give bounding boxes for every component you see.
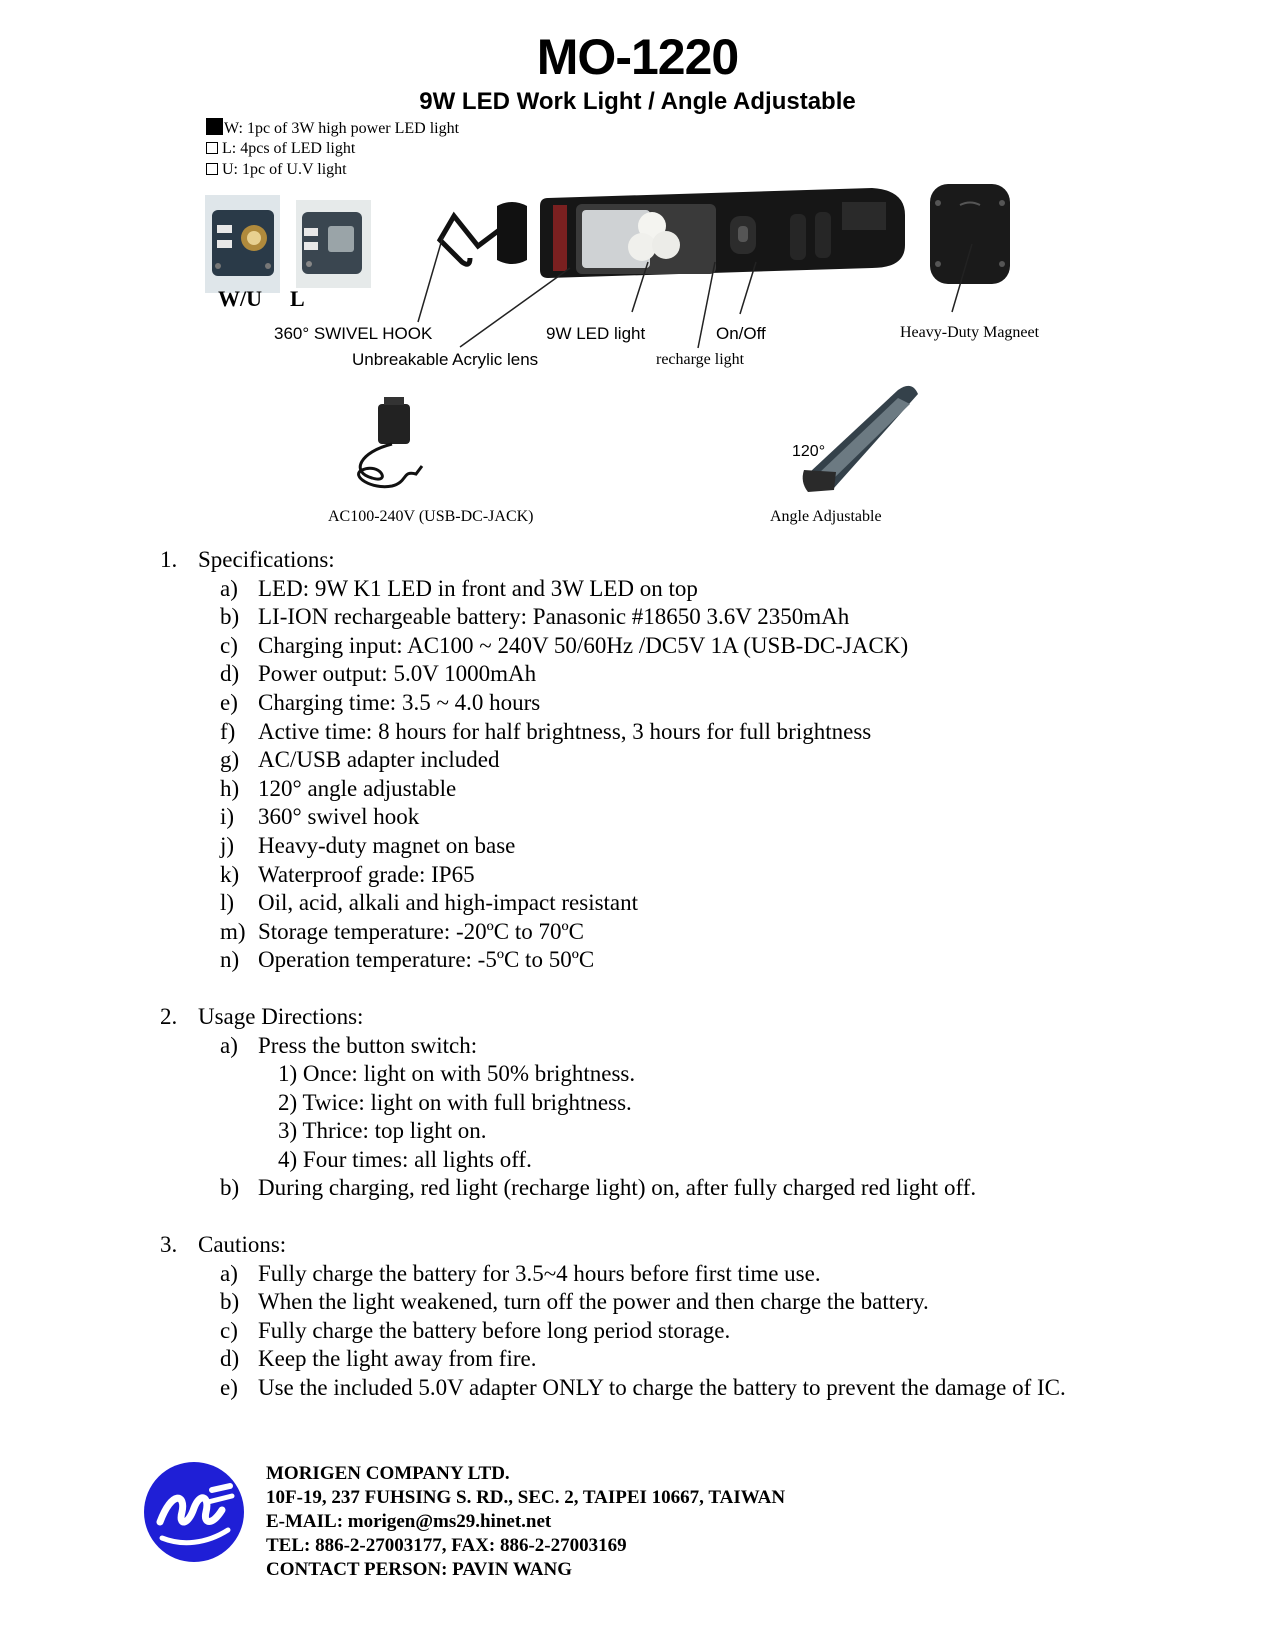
list-item: c) Charging input: AC100 ~ 240V 50/60Hz /DC5V 1A (USB-DC-JACK) xyxy=(220,632,909,658)
thumb-label-wu: W/U xyxy=(218,286,262,311)
option-w: W: 1pc of 3W high power LED light xyxy=(206,118,459,138)
sub-item: 3) Thrice: top light on. xyxy=(278,1118,487,1144)
product-illustration xyxy=(0,180,1275,530)
company-contact: CONTACT PERSON: PAVIN WANG xyxy=(266,1559,572,1580)
work-light-body xyxy=(540,188,905,278)
list-item: h) 120° angle adjustable xyxy=(220,775,457,801)
wu-head-thumbnail xyxy=(205,195,280,293)
company-address: 10F-19, 237 FUHSING S. RD., SEC. 2, TAIPEI 10667, TAIWAN xyxy=(266,1487,786,1508)
magnet-base xyxy=(930,184,1010,284)
list-item: l) Oil, acid, alkali and high-impact resistant xyxy=(220,890,639,916)
caption-adapter: AC100-240V (USB-DC-JACK) xyxy=(328,508,534,525)
list-item: n) Operation temperature: -5ºC to 50ºC xyxy=(220,947,595,973)
list-item: b) LI-ION rechargeable battery: Panasonic #18650 3.6V 2350mAh xyxy=(220,604,850,630)
callout-magnet: Heavy-Duty Magneet xyxy=(900,324,1040,341)
section-heading-specifications: 1. Specifications: xyxy=(160,547,335,572)
company-info xyxy=(266,1462,785,1582)
spec-list xyxy=(160,546,1240,1403)
l-head-thumbnail xyxy=(296,200,371,288)
list-item: a) LED: 9W K1 LED in front and 3W LED on top xyxy=(220,575,698,601)
list-item: g) AC/USB adapter included xyxy=(220,747,500,773)
company-phone: TEL: 886-2-27003177, FAX: 886-2-27003169 xyxy=(266,1535,627,1556)
list-item: f) Active time: 8 hours for half brightness, 3 hours for full brightness xyxy=(220,718,872,744)
adapter-illustration xyxy=(359,397,422,487)
list-item: e) Charging time: 3.5 ~ 4.0 hours xyxy=(220,689,541,715)
list-item: m) Storage temperature: -20ºC to 70ºC xyxy=(220,918,584,944)
option-u: U: 1pc of U.V light xyxy=(206,161,347,179)
sub-item: 2) Twice: light on with full brightness. xyxy=(278,1089,632,1115)
section-heading-usage: 2. Usage Directions: xyxy=(160,1003,364,1029)
callout-angle-value: 120° xyxy=(792,443,826,460)
checkbox-empty-icon xyxy=(206,142,218,154)
list-item: a) Press the button switch: xyxy=(220,1032,478,1058)
callout-recharge-light: recharge light xyxy=(656,351,745,368)
caption-angle-adjustable: Angle Adjustable xyxy=(770,508,882,525)
angle-light-illustration xyxy=(803,386,918,492)
list-item: k) Waterproof grade: IP65 xyxy=(220,861,475,887)
list-item: e) Use the included 5.0V adapter ONLY to charge the battery to prevent the damage of IC. xyxy=(220,1375,1066,1401)
section-heading-cautions: 3. Cautions: xyxy=(160,1232,287,1258)
list-item: b) When the light weakened, turn off the power and then charge the battery. xyxy=(220,1289,929,1315)
list-item: j) Heavy-duty magnet on base xyxy=(220,832,516,858)
callout-led-light: 9W LED light xyxy=(546,324,646,343)
company-logo-icon xyxy=(142,1460,246,1564)
company-name: MORIGEN COMPANY LTD. xyxy=(266,1463,510,1484)
list-item: d) Keep the light away from fire. xyxy=(220,1346,537,1372)
sub-item: 1) Once: light on with 50% brightness. xyxy=(278,1061,636,1087)
checkbox-empty-icon xyxy=(206,163,218,175)
page-subtitle: 9W LED Work Light / Angle Adjustable xyxy=(419,88,856,115)
list-item: c) Fully charge the battery before long period storage. xyxy=(220,1317,731,1343)
checkbox-checked-icon xyxy=(206,118,223,135)
page-title: MO-1220 xyxy=(536,29,739,85)
list-item: i) 360° swivel hook xyxy=(220,804,420,830)
option-l: L: 4pcs of LED light xyxy=(206,140,355,158)
company-email: E-MAIL: morigen@ms29.hinet.net xyxy=(266,1511,552,1532)
sub-item: 4) Four times: all lights off. xyxy=(278,1146,532,1172)
callout-swivel-hook: 360° SWIVEL HOOK xyxy=(274,324,433,343)
thumb-label-l: L xyxy=(290,286,305,311)
callout-on-off: On/Off xyxy=(716,324,766,343)
list-item: a) Fully charge the battery for 3.5~4 hours before first time use. xyxy=(220,1260,821,1286)
list-item: b) During charging, red light (recharge light) on, after fully charged red light off. xyxy=(220,1175,977,1201)
list-item: d) Power output: 5.0V 1000mAh xyxy=(220,661,537,687)
callout-acrylic-lens: Unbreakable Acrylic lens xyxy=(352,350,539,369)
swivel-hook xyxy=(440,202,527,264)
